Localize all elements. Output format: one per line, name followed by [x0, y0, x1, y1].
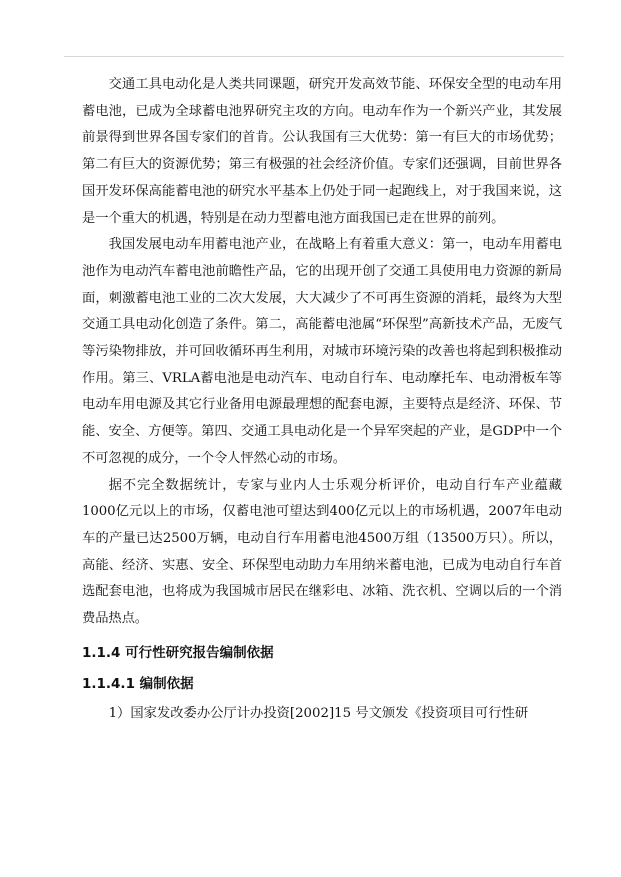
paragraph-ev-battery-intro: 交通工具电动化是人类共同课题，研究开发高效节能、环保安全型的电动车用蓄电池，已成为全球蓄电池界研究主攻的方向。电动车作为一个新兴产业，其发展前景得到世界各国专家们的首肯。公认我国有三大优势：第一有巨大的市场优势；第二有巨大的资源优势；第三有极强的社会经济价值。专家们还强调，目前世界各国开发环保高能蓄电池的研究水平基本上仍处于同一起跑线上，对于我国来说，这是一个重大的机遇，特别是在动力型蓄电池方面我国已走在世界的前列。: [82, 77, 562, 226]
header-rule: [64, 56, 564, 57]
basis-list-item-1: 1）国家发改委办公厅计办投资[2002]15 号文颁发《投资项目可行性研: [108, 705, 529, 721]
paragraph-market-statistics: 据不完全数据统计，专家与业内人士乐观分析评价，电动自行车产业蕴藏1000亿元以上的市场，仅蓄电池可望达到400亿元以上的市场机遇，2007年电动车的产量已达2500万辆，电动自行车用蓄电池4500万组（13500万只）。所以，高能、经济、实惠、安全、环保型电动助力车用纳米蓄电池，已成为电动自行车首选配套电池，也将成为我国城市居民在继彩电、冰箱、洗衣机、空调以后的一个消费品热点。: [82, 477, 562, 627]
subsection-heading: 1.1.4.1 编制依据: [82, 675, 194, 692]
paragraph-strategic-significance: 我国发展电动车用蓄电池产业，在战略上有着重大意义：第一，电动车用蓄电池作为电动汽车蓄电池前瞻性产品，它的出现开创了交通工具使用电力资源的新局面，刺激蓄电池工业的二次大发展，大大减少了不可再生资源的消耗，最终为大型交通工具电动化创造了条件。第二，高能蓄电池属“环保型”高新技术产品，无废气等污染物排放，并可回收循环再生利用，对城市环境污染的改善也将起到积极推动作用。第三、VRLA蓄电池是电动汽车、电动自行车、电动摩托车、电动滑板车等电动车用电源及其它行业备用电源最理想的配套电源，主要特点是经济、环保、节能、安全、方便等。第四、交通工具电动化是一个异军突起的产业，是GDP中一个不可忽视的成分，一个令人怦然心动的市场。: [82, 237, 562, 466]
section-heading: 1.1.4 可行性研究报告编制依据: [82, 644, 274, 661]
document-body: [82, 72, 562, 727]
